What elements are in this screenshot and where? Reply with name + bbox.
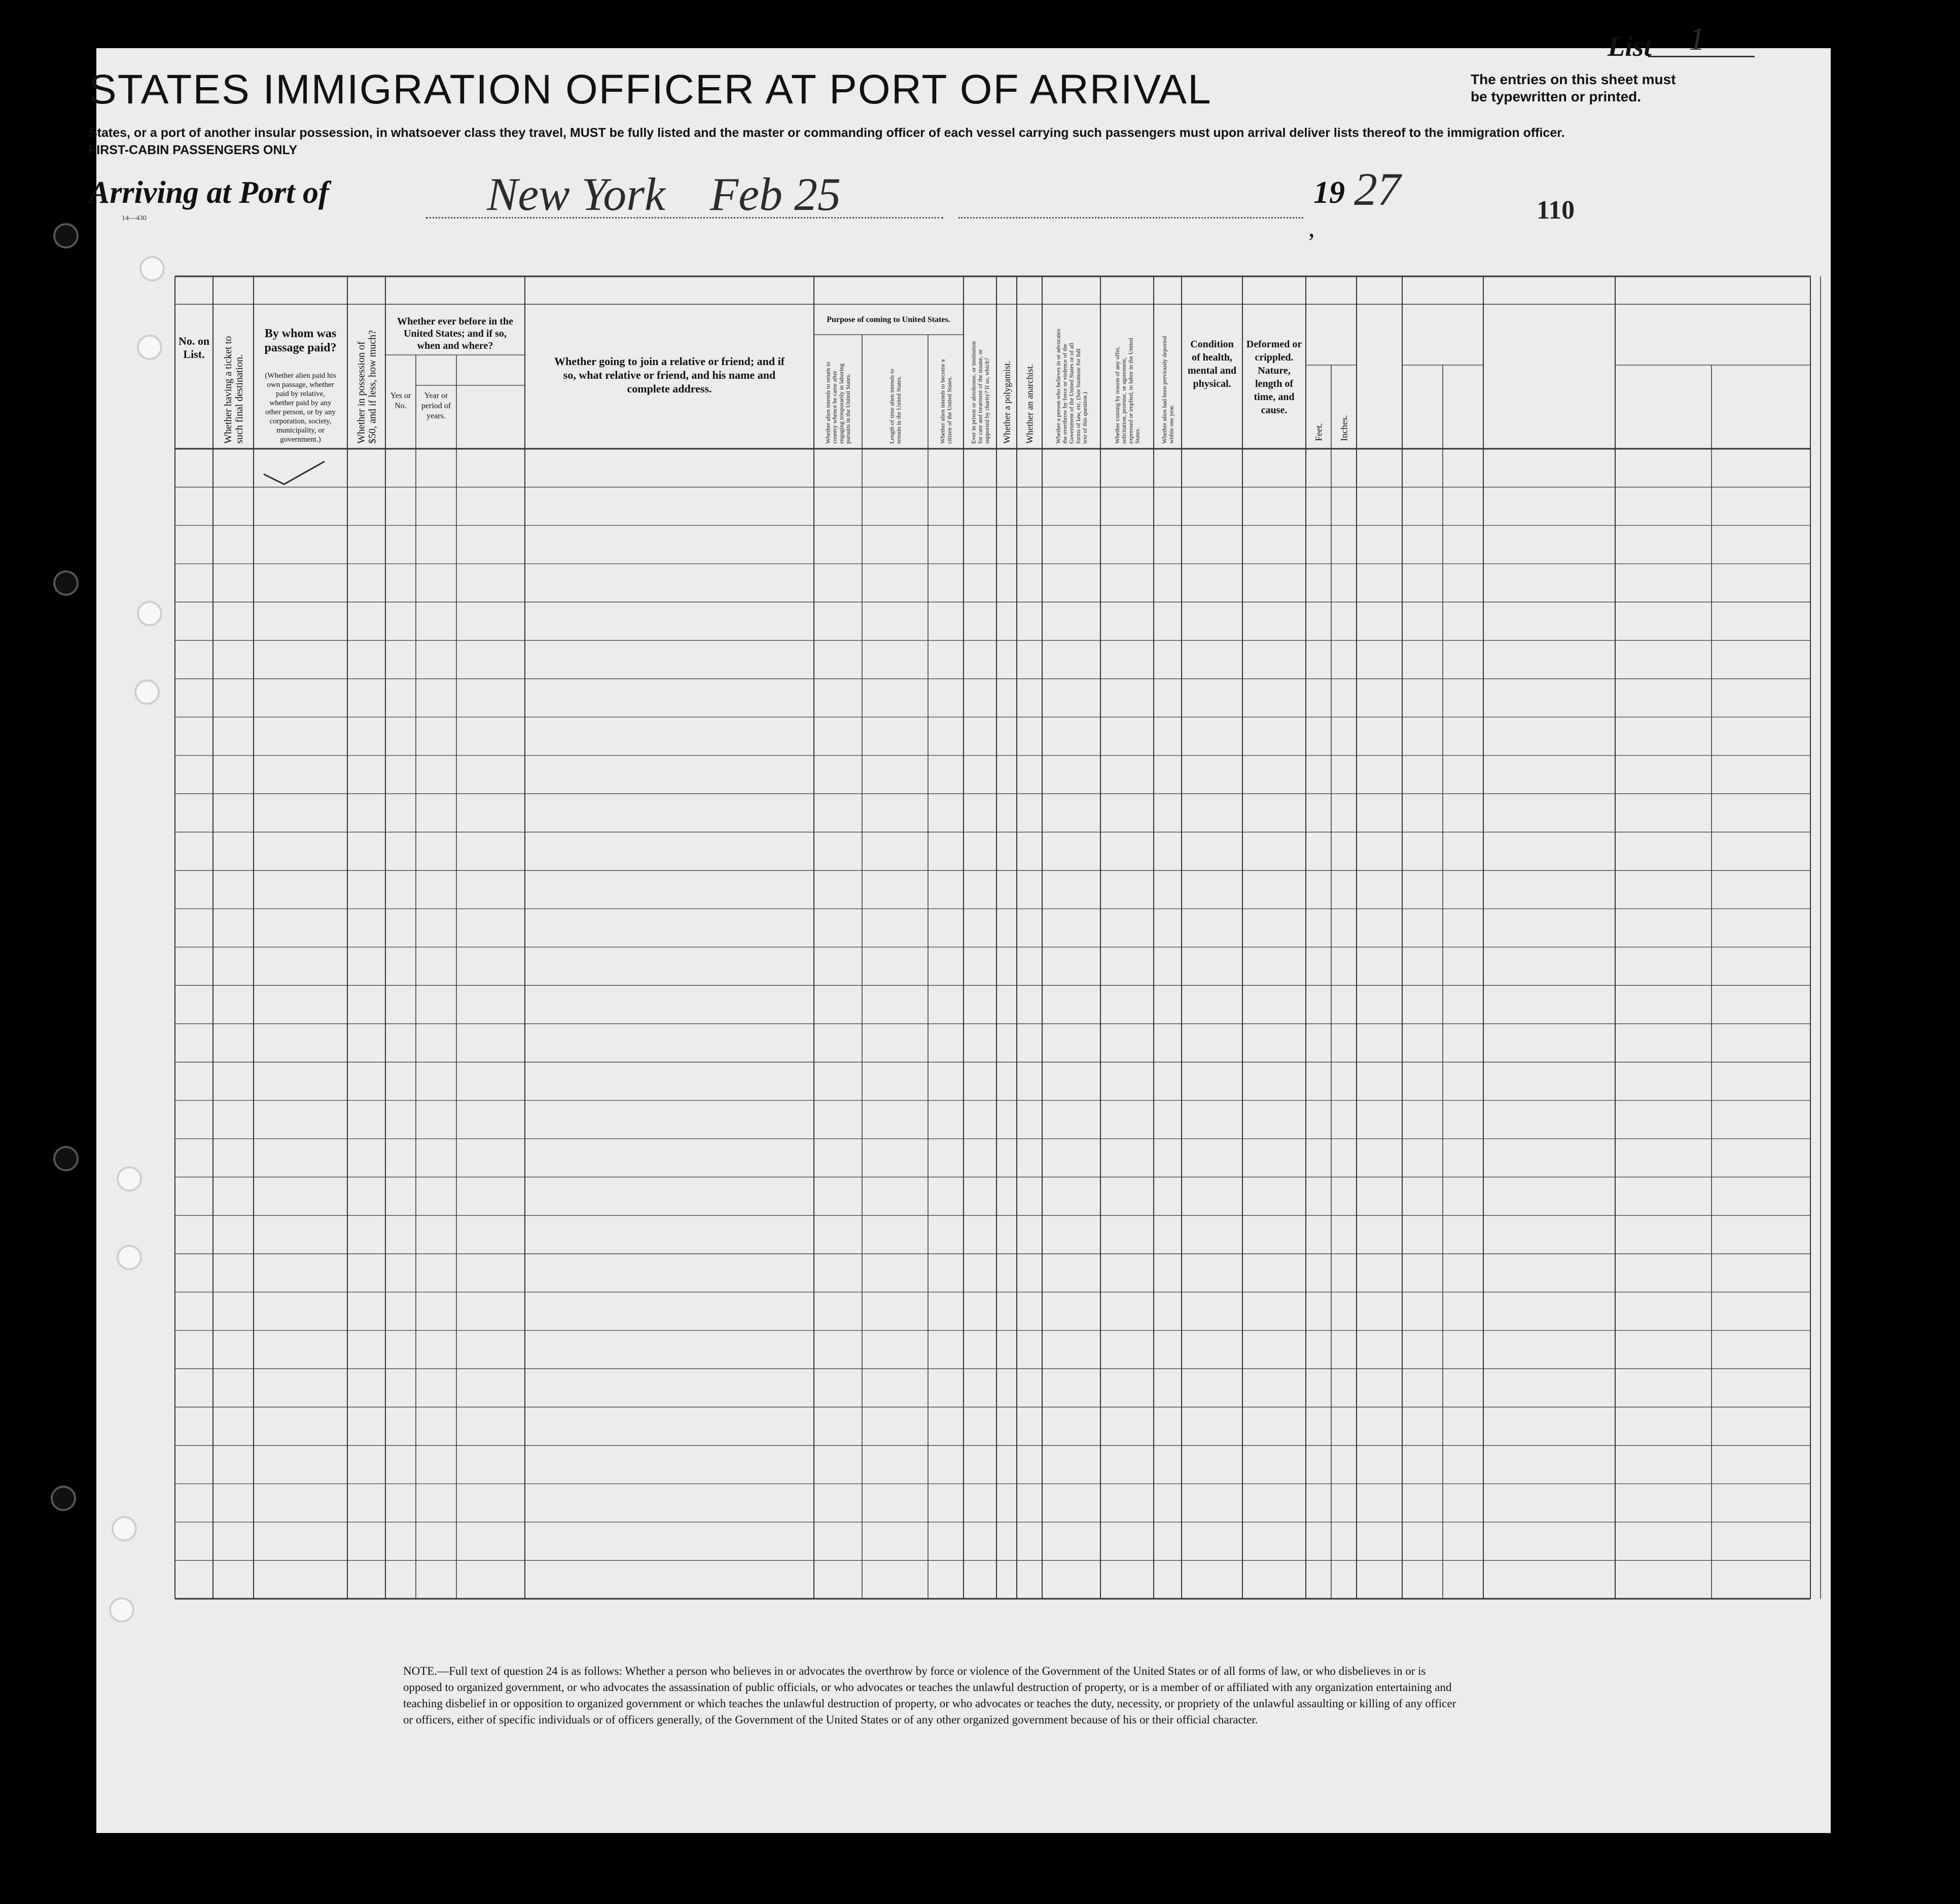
header-text-line: Whether having a ticket to (223, 336, 234, 444)
col-19-header (554, 355, 785, 395)
header-text-line: time, and (1254, 391, 1295, 403)
page-title: STATES IMMIGRATION OFFICER AT PORT OF ARRIVAL (89, 66, 1212, 113)
header-text-line: Yes or (390, 391, 411, 400)
header-text-line: whether paid by any (269, 399, 332, 407)
header-text-line: Condition (1190, 339, 1234, 350)
header-text-line: passage paid? (264, 341, 337, 354)
header-text-line: Whether a polygamist. (1002, 361, 1012, 444)
col-18-year (421, 391, 451, 420)
header-text-line: Whether alien had been previously deported (1161, 336, 1168, 444)
year-value: 27 (1354, 163, 1401, 215)
col-24-header (1054, 329, 1088, 444)
header-text-line: physical. (1193, 378, 1231, 389)
col-20-sub-return (824, 362, 851, 444)
header-text-line: $50, and if less, how much? (367, 330, 378, 444)
header-text-line: Length of time alien intends to (888, 369, 896, 444)
header-text-line: List. (183, 348, 205, 361)
header-text-line: paid by relative, (275, 390, 326, 398)
header-text-line: crippled. (1255, 352, 1294, 363)
col-27-header (1188, 339, 1236, 389)
col-21-header (970, 341, 990, 444)
col-22-header (1002, 361, 1012, 444)
header-text-line: years. (426, 412, 446, 420)
header-text-line: No. on (178, 335, 210, 347)
col-16-note (265, 372, 336, 444)
header-text-line: United States; and if so, (404, 328, 507, 339)
header-text-line: Whether a person who believes in or advocates (1054, 329, 1062, 444)
footnote: NOTE.—Full text of question 24 is as follows: Whether a person who believes in or advocates the overthrow by force or violence of the Government of the United States or of all forms of law, or who disbelieves in or is opposed to organized government, or who advocates the assassination of public officials, or who advocates or teaches the unlawful destruction of property, or is a member of or affiliated with any organization entertaining and teaching disbelief in or opposition to organized government or which teaches the unlawful destruction of property, or who advocates or teaches the duty, necessity, or propriety of the unlawful assaulting or killing of any officer or officers, either of specific individuals or of officers generally, of the Government of the United States or of any other organized government because of his or their official character. (403, 1665, 1456, 1726)
header-text-line: Feet. (1313, 423, 1324, 441)
header-text-line: length of (1255, 378, 1293, 389)
header-text-line: Whether an anarchist. (1024, 364, 1035, 444)
header-text-line: supported by charity? If so, which? (983, 357, 990, 444)
col-23-header (1024, 364, 1035, 444)
col-17-header (356, 330, 378, 444)
header-text-line: Whether in possession of (355, 341, 367, 444)
header-text-line: engaging temporarily in laboring (837, 363, 845, 444)
sheet-number: 110 (1537, 196, 1575, 225)
col-16-header (264, 327, 336, 354)
header-text-line: remain in the United States. (895, 376, 902, 444)
header-text-line: for care and treatment of the insane, or (976, 349, 984, 444)
header-text-line: No. (395, 402, 407, 410)
typewritten-instruction: The entries on this sheet must be typewritten or printed. (1471, 71, 1676, 104)
header-text-line: other person, or by any (265, 408, 336, 416)
header-text-line: (Whether alien paid his (265, 372, 336, 380)
header-text-line: pursuits in the United States. (844, 373, 851, 444)
header-text-line: Whether alien intends to return to (824, 362, 832, 444)
header-text-line: Whether going to join a relative or friend; and if (554, 355, 785, 368)
header-text-line: solicitation, promise, or agreement, (1120, 357, 1128, 444)
header-text-line: Whether alien intends to become a (939, 359, 946, 444)
header-text-line: period of (421, 402, 451, 410)
header-text-line: government.) (280, 436, 321, 444)
col-14-header (179, 335, 209, 361)
col-20-header (827, 315, 950, 324)
col-20-sub-length (888, 369, 902, 444)
header-text-line: so, what relative or friend, and his name and (563, 369, 776, 381)
date-value: Feb 25 (710, 168, 841, 220)
list-label: List (1608, 31, 1652, 62)
list-number: 1 (1689, 21, 1705, 57)
col-25-header (1114, 338, 1141, 444)
header-text-line: the overthrow by force or violence of the (1061, 344, 1068, 444)
header-text-line: Whether ever before in the (397, 316, 513, 327)
header-text-line: States. (1133, 427, 1141, 444)
header-text-line: Inches. (1339, 415, 1349, 441)
header-text-line: corporation, society, (269, 417, 332, 425)
header-text-line: mental and (1187, 365, 1237, 376)
header-text-line: Government of the United States or of all (1067, 343, 1075, 444)
header-text-line: of health, (1192, 352, 1232, 363)
header-text-line: Whether coming by reason of any offer, (1113, 346, 1121, 444)
arriving-label: Arriving at Port of (89, 175, 329, 210)
header-text-line: expressed or implied, to labor in the United (1127, 338, 1134, 444)
first-cabin-label: FIRST-CABIN PASSENGERS ONLY (89, 143, 298, 157)
header-text-line: forms of law, etc. (See footnote for full (1074, 348, 1082, 444)
col-18-header (397, 316, 513, 351)
port-value: New York (487, 168, 665, 220)
date-comma: , (1308, 213, 1315, 242)
row-1-passage-check (264, 461, 325, 484)
notice-text: States, or a port of another insular possession, in whatsoever class they travel, MUST be fully listed and the master or commanding officer of each vessel carrying such passengers must upon arrival deliver lists thereof to the immigration officer. (89, 126, 1565, 140)
header-text-line: such final destination. (234, 354, 245, 444)
header-text-line: municipality, or (276, 426, 325, 435)
col-20-sub-citizen (939, 359, 953, 444)
col-29-feet (1313, 423, 1324, 442)
header-text-line: complete address. (627, 382, 712, 395)
header-text-line: Nature, (1258, 365, 1291, 376)
header-text-line: Purpose of coming to United States. (827, 315, 950, 324)
header-text-line: country whence he came after (831, 371, 838, 444)
header-text-line: citizen of the United States. (945, 376, 953, 444)
col-18-yesno (390, 391, 411, 410)
header-text-line: By whom was (264, 327, 337, 340)
col-26-header (1161, 336, 1174, 444)
header-text-line: cause. (1261, 405, 1288, 416)
header-text-line: when and where? (417, 340, 493, 351)
col-29-inches (1339, 415, 1349, 441)
header-text-line: text of this question.) (1081, 392, 1089, 444)
header-text-line: within one year. (1167, 405, 1175, 444)
year-prefix: 19 (1313, 175, 1345, 210)
header-text-line: own passage, whether (267, 381, 334, 389)
header-text-line: Year or (424, 391, 448, 400)
col-15-header (223, 336, 245, 444)
col-28-header (1246, 339, 1302, 416)
header-text-line: Ever in prison or almshouse, or institution (970, 341, 977, 444)
header-text-line: Deformed or (1246, 339, 1302, 350)
form-code: 14—430 (122, 214, 147, 222)
